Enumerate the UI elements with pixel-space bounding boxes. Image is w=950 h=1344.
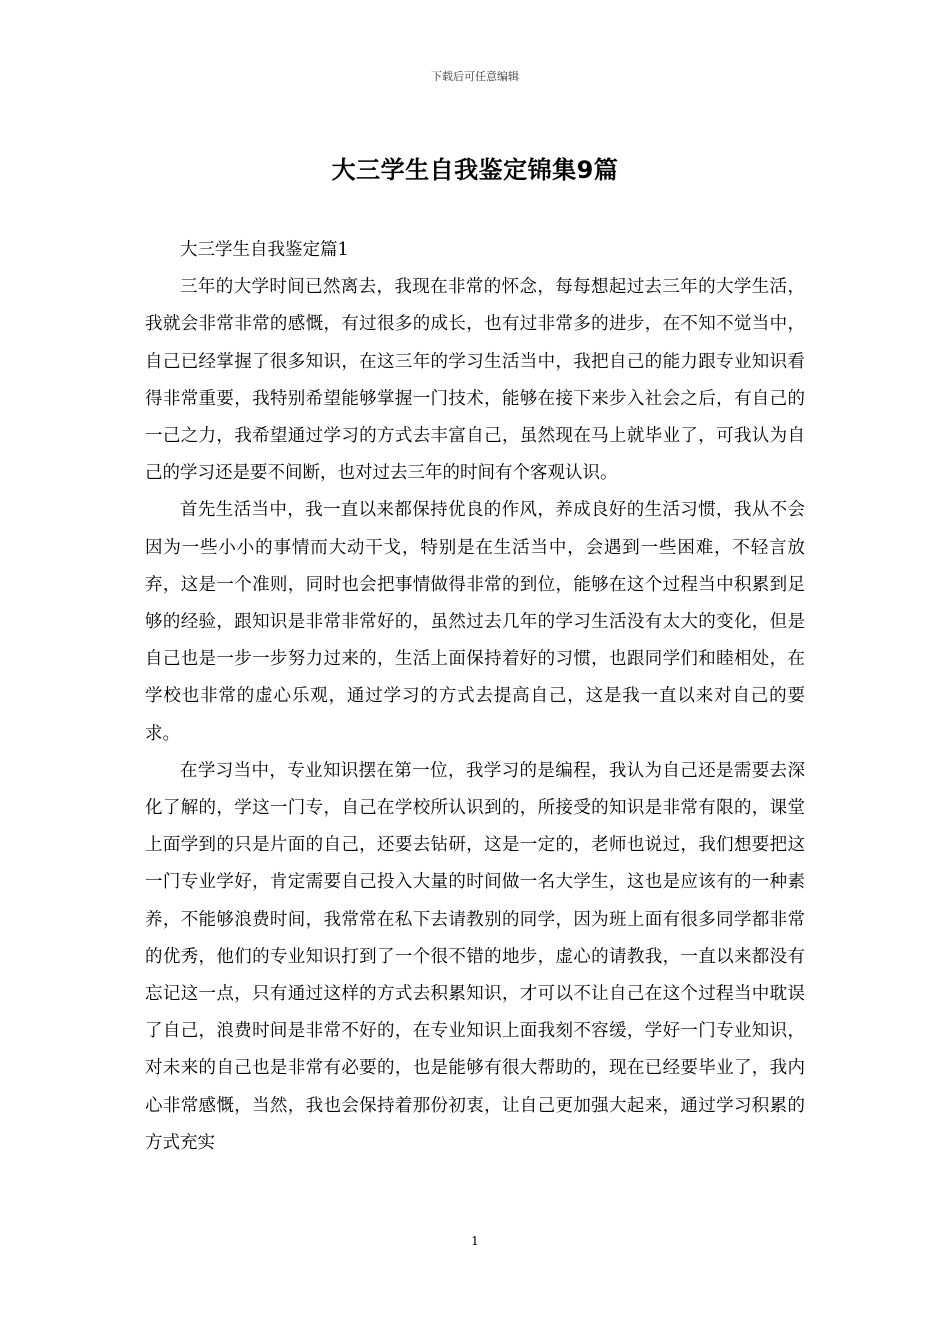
page-number: 1 <box>471 1234 479 1248</box>
header-note: 下载后可任意编辑 <box>431 70 519 83</box>
section-heading: 大三学生自我鉴定篇1 <box>180 240 349 260</box>
body-paragraph-1: 三年的大学时间已然离去，我现在非常的怀念，每每想起过去三年的大学生活，我就会非常非常的感慨，有过很多的成长，也有过非常多的进步，在不知不觉当中，自己已经掌握了很多知识，在这三年的学习生活当中，我把自己的能力跟专业知识看得非常重要，我特别希望能够掌握一门技术，能够在接下来步入社会之后，有自己的一己之力，我希望通过学习的方式去丰富自己，虽然现在马上就毕业了，可我认为自己的学习还是要不间断，也对过去三年的时间有个客观认识。 <box>145 277 805 484</box>
document-body <box>145 232 805 1162</box>
document-title: 大三学生自我鉴定锦集9篇 <box>331 156 619 184</box>
body-paragraph-3: 在学习当中，专业知识摆在第一位，我学习的是编程，我认为自己还是需要去深化了解的，学这一门专，自己在学校所认识到的，所接受的知识是非常有限的，课堂上面学到的只是片面的自己，还要去钻研，这是一定的，老师也说过，我们想要把这一门专业学好，肯定需要自己投入大量的时间做一名大学生，这也是应该有的一种素养，不能够浪费时间，我常常在私下去请教别的同学，因为班上面有很多同学都非常的优秀，他们的专业知识打到了一个很不错的地步，虚心的请教我，一直以来都没有忘记这一点，只有通过这样的方式去积累知识，才可以不让自己在这个过程当中耽误了自己，浪费时间是非常不好的，在专业知识上面我刻不容缓，学好一门专业知识，对未来的自己也是非常有必要的，也是能够有很大帮助的，现在已经要毕业了，我内心非常感慨，当然，我也会保持着那份初衷，让自己更加强大起来，通过学习积累的方式充实 <box>145 760 805 1153</box>
body-paragraph-2: 首先生活当中，我一直以来都保持优良的作风，养成良好的生活习惯，我从不会因为一些小小的事情而大动干戈，特别是在生活当中，会遇到一些困难，不轻言放弃，这是一个准则，同时也会把事情做得非常的到位，能够在这个过程当中积累到足够的经验，跟知识是非常非常好的，虽然过去几年的学习生活没有太大的变化，但是自己也是一步一步努力过来的，生活上面保持着好的习惯，也跟同学们和睦相处，在学校也非常的虚心乐观，通过学习的方式去提高自己，这是我一直以来对自己的要求。 <box>145 500 805 744</box>
